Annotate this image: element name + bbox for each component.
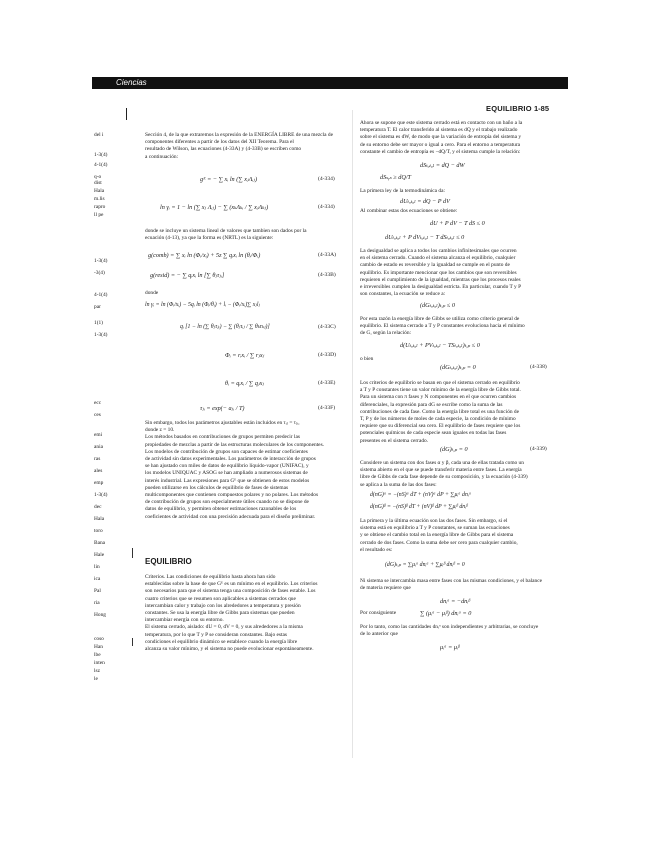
col2-para4 — [360, 380, 560, 445]
text-line: contribuciones de cada fase. Como la energía libre total es una función de — [360, 408, 520, 415]
text-line: Sin embargo, todos los parámetros ajustables están incluidos en τᵢⱼ = τⱼᵢ, — [145, 420, 300, 426]
equation: Φᵢ = rᵢxᵢ / ∑ rⱼxⱼ — [225, 352, 265, 359]
margin-note: del i — [94, 132, 104, 138]
equation-number: (4-33C) — [318, 324, 336, 330]
text-line: equilibrio. Es importante mencionar que los cambios que son reversibles — [360, 269, 517, 276]
margin-note: 4-1(4) — [94, 292, 108, 298]
margin-note: dist — [94, 180, 102, 186]
margin-note: m.lis — [94, 196, 105, 202]
text-line: interés industrial. Las expresiones para Gᴱ que se obtienen de estos modelos — [145, 477, 310, 484]
equation-number: (4-339) — [530, 446, 547, 452]
text-line: potenciales químicos de cada especie sean iguales en todas las fases — [360, 430, 507, 437]
text-line: Por esta razón la energía libre de Gibbs se utiliza como criterio general de — [360, 316, 520, 322]
margin-note: inten — [94, 660, 105, 666]
text-line: a T y P constantes tiene un valor mínimo de la energía libre de Gibbs total. — [360, 387, 521, 394]
chapter-label: Ciencias — [116, 78, 147, 87]
equation: d(nG)ᵝ = −(nS)ᵝ dT + (nV)ᵝ dP + ∑μᵢᵝ dnᵢᵝ — [370, 504, 468, 510]
margin-note: Hong — [94, 612, 106, 618]
equation: τⱼᵢ = exp(− aⱼᵢ / T) — [200, 405, 245, 412]
margin-tick — [132, 548, 133, 558]
text-line: de su entorno debe ser mayor o igual a cero. Para el entorno a temperatura — [360, 141, 521, 148]
margin-note: rapro — [94, 204, 106, 210]
margin-note: 1-3(4) — [94, 152, 108, 158]
margin-note: coso — [94, 636, 104, 642]
col2-para1 — [360, 120, 560, 156]
text-line: cerrado de dos fases. Como la suma debe ser cero para cualquier cambio, — [360, 539, 518, 546]
margin-note: ras — [94, 456, 101, 462]
margin-tick — [132, 638, 133, 646]
margin-note: lin — [94, 564, 100, 570]
margin-note: ecc — [94, 400, 102, 406]
text-line: donde se incluye un sistema lineal de valores que tambien son dados por la — [145, 228, 307, 234]
equation: (dGₜₒₜₐₗ)ₜ,ₚ = 0 — [440, 364, 476, 371]
equation: dU + P dV − T dS ≤ 0 — [430, 220, 485, 227]
margin-note: ria — [94, 600, 100, 606]
text-line: propiedades de mezclas a partir de las estructuras moleculares de los componentes. — [145, 441, 325, 448]
margin-note: Hala — [94, 188, 105, 194]
margin-note: Han — [94, 644, 103, 650]
text-line: establecidas sobre la base de que Gᴱ es un mínimo en el equilibrio. Los criterios — [145, 581, 318, 588]
text-line: Para un sistema con π fases y N componentes en el que ocurren cambios — [360, 394, 517, 401]
margin-note: Bana — [94, 540, 106, 546]
text-line: presentes en el sistema cerrado. — [360, 437, 429, 444]
text-line: se aplica a la suma de las dos fases: — [360, 481, 437, 488]
col1-para3 — [145, 420, 345, 521]
text-line: Los criterios de equilibrio se basan en que el sistema cerrado en equilibrio — [360, 380, 520, 386]
text-line: constantes. Se usa la energía libre de Gibbs para sistemas que pueden — [145, 610, 295, 617]
text-line: diferenciales, la expresión para dG se escribe como la suma de las — [360, 401, 503, 408]
margin-note: ica — [94, 576, 101, 582]
equation: d(nG)ᵅ = −(nS)ᵅ dT + (nV)ᵅ dP + ∑μᵢᵅ dnᵢᵅ — [370, 492, 472, 498]
text-line: son constantes, la ecuación se reduce a: — [360, 291, 446, 298]
text-line: resultado de Wilson, las ecuaciones (4-33A) y (4-33B) se escriben como — [145, 146, 302, 153]
text-line: temperatura, por lo que T y P se consideran constantes. Bajo estas — [145, 631, 287, 638]
margin-note: q-o — [94, 174, 102, 180]
text-line: temperatura T. El calor transferido al sistema es dQ y el trabajo realizado — [360, 127, 518, 134]
margin-note: ales — [94, 468, 103, 474]
col2-para7 — [360, 578, 560, 592]
text-line: cuatro criterios que se resumen son aplicables a sistemas cerrados que — [145, 595, 296, 602]
text-line: T, P y de los números de moles de cada especie, la condición de mínimo — [360, 416, 516, 423]
text-line: de actividad sin datos experimentales. Los parámetros de interacción de grupos — [145, 456, 316, 463]
text-line: libre de Gibbs de cada fase depende de su composición, y la ecuación (4-339) — [360, 474, 528, 481]
chapter-header-bar — [92, 77, 568, 89]
text-line: en el sistema cerrado. Cuando el sistema alcanza el equilibrio, cualquier — [360, 255, 516, 262]
margin-note: par — [94, 304, 101, 310]
margin-note: Hale — [94, 552, 105, 558]
text-line: sistema abierto en el que se puede transferir materia entre fases. La energía — [360, 467, 522, 474]
text-line: los modelos UNIQUAC y ASOG se han ampliado a numerosos sistemas de — [145, 470, 308, 477]
text-line: multicomponentes que contienen compuestos polares y no polares. Los métodos — [145, 492, 319, 499]
col1-intro — [145, 132, 345, 161]
text-line: Los modelos de contribución de grupos son capaces de estimar coeficientes — [145, 448, 308, 455]
text-line: requieren el cumplimiento de la igualdad, mientras que los procesos reales — [360, 276, 521, 283]
margin-note: ces — [94, 412, 101, 418]
text-line: alcanza su valor mínimo, y el sistema no puede evolucionar espontáneamente. — [145, 646, 314, 653]
text-line: La primera y la última ecuación son las dos fases. Sin embargo, si el — [360, 518, 508, 524]
margin-note: lbe — [94, 652, 101, 658]
text-line: intercambian calor y trabajo con los alrededores a temperatura y presión — [145, 602, 301, 609]
equation: gᴱ = − ∑ xᵢ ln (∑ xⱼΛᵢⱼ) — [200, 176, 258, 183]
text-line: de materia requiere que — [360, 585, 411, 592]
col2-para8 — [360, 624, 560, 638]
margin-note: le — [94, 676, 98, 682]
column-separator — [352, 110, 353, 758]
margin-note: Pal — [94, 588, 101, 594]
text-line: Sección 4, de la que extraremos la expresión de la ENERGÍA LIBRE de una mezcla de — [145, 132, 334, 138]
text-line: Por lo tanto, como las cantidades dnᵢᵅ son independientes y arbitrarias, se concluye — [360, 624, 539, 630]
text-line: son necesarios para que el sistema tenga una composición de fases estable. Los — [145, 588, 316, 595]
text-line: e irreversibles cumplen la desigualdad estricta. En particular, cuando T y P — [360, 284, 522, 291]
text-line: Al combinar estas dos ecuaciones se obtiene: — [360, 208, 458, 214]
col2-para6 — [360, 518, 560, 554]
equation: ∑ (μᵢᵅ − μᵢᵝ) dnᵢᵅ = 0 — [420, 610, 472, 617]
equation: (dGₜₒₜₐₗ)ₜ,ₚ ≤ 0 — [420, 302, 455, 309]
equation: g(resid) = − ∑ qᵢxᵢ ln [∑ θⱼτⱼᵢ] — [150, 272, 225, 279]
equation: dSₜₒₜₐₗ = dQ − dW — [420, 162, 465, 169]
margin-note: ania — [94, 444, 103, 450]
equation-number: (4-33E) — [318, 380, 336, 386]
donde-label: donde — [145, 290, 159, 296]
text-line: Criterios. Las condiciones de equilibrio hasta ahora han sido — [145, 574, 276, 580]
text-line: ecuación (4-13), ya que la forma es (NRTL) es la siguiente: — [145, 235, 274, 242]
text-line: El sistema cerrado, aislado: dU = 0, dV = 0, y sus alrededores a la misma — [145, 624, 303, 631]
text-line: sobre el sistema es dW, de modo que la variación de entropía del sistema y — [360, 134, 522, 141]
text-line: de G, según la relación: — [360, 330, 412, 337]
margin-note: 4-1(4) — [94, 162, 108, 168]
text-line: cambio de estado es reversible y la igualdad se cumple en el punto de — [360, 262, 510, 269]
margin-note: Hala — [94, 516, 105, 522]
text-line: de contribución de grupos son especialmente útiles cuando no se dispone de — [145, 499, 309, 506]
equation: dnᵢᵅ = −dnᵢᵝ — [440, 598, 471, 605]
text-line: Ni sistema se intercambia masa entre fases con las mismas condiciones, y el balance — [360, 578, 543, 584]
equation: ln γᵢ = ln (Φᵢ/xᵢ) − 5qᵢ ln (Φᵢ/θᵢ) + lᵢ − (Φᵢ/xᵢ)∑ xⱼlⱼ — [145, 302, 260, 308]
text-line: condiciones el equilibrio dinámico se establece cuando la energía libre — [145, 638, 298, 645]
text-line: intercambiar energía con su entorno. — [145, 617, 224, 624]
equation: dUₜₒₜₐₗ + P dVₜₒₜₐₗ − T dSₜₒₜₐₗ ≤ 0 — [385, 234, 465, 241]
text-line: Ahora se supone que este sistema cerrado está en contacto con un baño a la — [360, 120, 523, 126]
equation-number: (4-33D) — [318, 352, 337, 358]
col2-para5 — [360, 460, 560, 489]
margin-note: lsz — [94, 668, 100, 674]
col1-para4 — [145, 574, 345, 653]
equation-number: (4-33B) — [318, 272, 336, 278]
text-line: pueden utilizarse en los cálculos de equilibrio de fases de sistemas — [145, 484, 289, 491]
equation: (dG)ₜ,ₚ = ∑μᵢᵅ dnᵢᵅ + ∑μᵢᵝ dnᵢᵝ = 0 — [385, 562, 465, 568]
equation-number: (4-33A) — [318, 252, 337, 258]
col2-para2 — [360, 248, 560, 298]
text-line: o bien — [360, 356, 374, 362]
text-line: donde z = 10. — [145, 427, 175, 434]
equation: μᵢᵅ = μᵢᵝ — [440, 644, 460, 651]
text-line: coeficientes de actividad con una precisión adecuada para el diseño preliminar. — [145, 513, 316, 520]
text-line: constante el cambio de entropía es −dQ/T, y el sistema cumple la relación: — [360, 148, 521, 155]
col1-para2 — [145, 228, 345, 242]
text-line: sistema está en equilibrio a T y P constantes, se suman las ecuaciones — [360, 525, 510, 532]
text-line: y se obtiene el cambio total en la energía libre de Gibbs para el sistema — [360, 532, 514, 539]
text-line: La desigualdad se aplica a todos los cambios infinitesimales que ocurren — [360, 248, 517, 254]
page-number: 1-85 — [534, 104, 550, 113]
margin-note: emi — [94, 432, 103, 438]
margin-note: 1-3(4) — [94, 492, 108, 498]
text-line: el resultado es: — [360, 546, 393, 553]
equation-number: (4-33F) — [318, 405, 336, 411]
equation: dUₜₒₜₐₗ = dQ − P dV — [400, 198, 450, 205]
equation-number: (4-334) — [318, 176, 335, 182]
margin-note: emp — [94, 480, 104, 486]
margin-note: -3(4) — [94, 270, 105, 276]
text-line: La primera ley de la termodinámica da: — [360, 188, 446, 194]
text-line: datos de equilibrio, y permiten obtener estimaciones razonables de los — [145, 506, 297, 513]
margin-note: dec — [94, 504, 102, 510]
equation: ln γᵢ = 1 − ln (∑ xⱼ Λᵢⱼ) − ∑ (xₖΛₖᵢ / ∑ xⱼΛₖⱼ) — [160, 204, 269, 211]
equation: qᵢ [1 − ln (∑ θⱼτⱼᵢ) − ∑ (θⱼτᵢⱼ / ∑ θₖτₖⱼ)] — [180, 324, 270, 330]
text-line: de lo anterior que — [360, 631, 398, 638]
text-line: requiere que su diferencial sea cero. El equilibrio de fases requiere que los — [360, 423, 521, 430]
text-line: Por consiguiente — [360, 610, 397, 616]
equation: θᵢ = qᵢxᵢ / ∑ qⱼxⱼ — [225, 380, 264, 387]
text-line: Considere un sistema con dos fases α y β, cada una de ellas tratada como un — [360, 460, 524, 466]
equation-number: (4-334) — [318, 204, 335, 210]
equation: d(Uₜₒₜₐₗ + PVₜₒₜₐₗ − TSₜₒₜₐₗ)ₜ,ₚ ≤ 0 — [400, 342, 480, 349]
text-line: equilibrio. El sistema cerrado a T y P constantes evoluciona hacia el mínimo — [360, 323, 525, 330]
margin-note: toro — [94, 528, 103, 534]
margin-note: ll pe — [94, 212, 104, 218]
col2-para3 — [360, 316, 560, 338]
equation-number: (4-338) — [530, 364, 547, 370]
equation: g(comb) = ∑ xᵢ ln (Φᵢ/xᵢ) + 5z ∑ qᵢxᵢ ln (θᵢ/Φᵢ) — [148, 252, 261, 259]
equation: (dG)ₜ,ₚ = 0 — [440, 446, 468, 453]
margin-note: 1-3(4) — [94, 332, 108, 338]
text-line: a continuación: — [145, 153, 179, 160]
text-line: se han ajustado con miles de datos de equilibrio líquido-vapor (UNIFAC), y — [145, 463, 309, 470]
equation: dSₛᵧₛ ≥ dQ/T — [380, 174, 411, 181]
margin-note: 1(1) — [94, 320, 103, 326]
text-line: componentes diferentes a partir de los datos del XII Teorema. Para el — [145, 139, 294, 146]
running-head: EQUILIBRIO — [486, 104, 532, 113]
margin-note: 1-3(4) — [94, 258, 108, 264]
section-heading: EQUILIBRIO — [145, 557, 192, 566]
text-line: Los métodos basados en contribuciones de grupos permiten predecir las — [145, 434, 300, 441]
margin-rule — [126, 108, 127, 120]
